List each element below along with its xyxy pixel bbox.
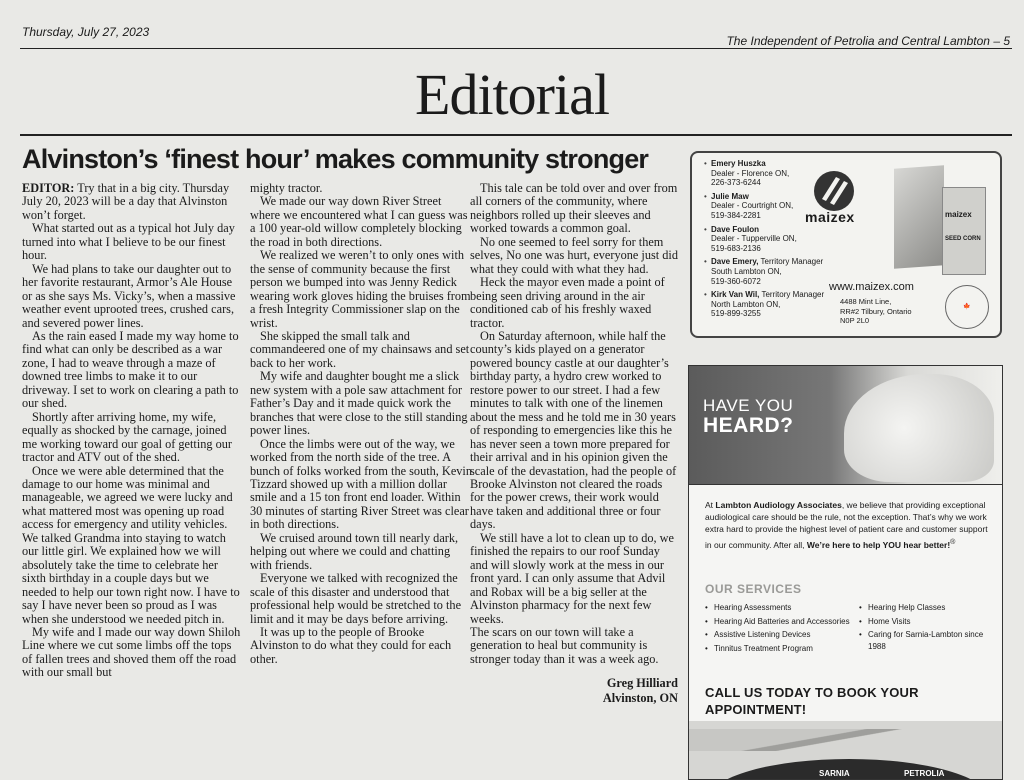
- map-stripe: [689, 729, 1002, 751]
- maizex-url: www.maizex.com: [829, 281, 914, 293]
- contact-phone: 226-373-6244: [711, 178, 761, 188]
- service-item: • Hearing Assessments: [705, 602, 850, 613]
- article-paragraph: [22, 182, 242, 222]
- article-paragraph: My wife and daughter bought me a slick new system with a pole saw attachment for Father’s Day and it made quick work the branches that were close to the still standing power lines.: [250, 369, 468, 438]
- call-to-action: CALL US TODAY TO BOOK YOUR APPOINTMENT!: [705, 685, 919, 717]
- article-paragraph: We made our way down River Street where we encountered what I can guess was a 100 year-old willow completely blocking the road in both directions.: [250, 194, 468, 249]
- ad-tagline: We’re here to help YOU hear better!: [806, 539, 951, 550]
- contact-role: Territory Manager: [758, 257, 824, 267]
- contact-phone: 519-899-3255: [711, 309, 761, 319]
- article-paragraph: On Saturday afternoon, while half the county’s kids played on a generator powered bouncy castle at our daughter’s birthday party, a hydro crew worked to restore power to our street. I had a few minutes to talk with one of the linemen about the mess and he told me in 30 years of responding to emergencies like this he has never seen a town more prepared for their arrival and in his opinion given the scale of the devastation, had the people of Brooke Alvinston not cleared the roads for the power crews, their work would have taken and additional three or four days.: [470, 328, 677, 532]
- ad-divider: [689, 484, 1002, 485]
- map-label-petrolia: PETROLIA: [904, 769, 945, 778]
- intro-text: At: [705, 500, 716, 510]
- services-heading: OUR SERVICES: [705, 582, 802, 596]
- article-paragraph: mighty tractor.: [250, 181, 323, 195]
- contact-name: Kirk Van Wil,: [711, 290, 760, 300]
- article-column-2: [250, 182, 472, 666]
- ad-intro: [705, 499, 990, 551]
- contact-phone: 519-683-2136: [711, 243, 761, 253]
- editor-label: EDITOR:: [22, 181, 75, 195]
- article-paragraph: Heck the mayor even made a point of being seen driving around in the air conditioned cab of his freshly waxed tractor.: [470, 275, 665, 330]
- service-item: • Hearing Help Classes: [859, 602, 994, 613]
- maizex-ad: [690, 151, 1002, 338]
- contact-name: Dave Foulon: [711, 224, 760, 234]
- header-rule: [20, 48, 1012, 49]
- service-item: • Tinnitus Treatment Program: [705, 643, 850, 654]
- trademark-mark: ®: [950, 537, 956, 546]
- article-paragraph: No one seemed to feel sorry for them selves, No one was hurt, everyone just did what they could with what they had.: [470, 234, 678, 276]
- article-paragraph: As the rain eased I made my way home to find what can only be described as a war zone, I had to weave through a maze of downed tree limbs to make it to our driveway. I set to work on clearing a path to our shed.: [22, 328, 239, 411]
- page-header: [22, 22, 1010, 48]
- article-paragraph: We had plans to take our daughter out to her favorite restaurant, Armor’s Ale House or as she says Ms. Vicky’s, when a massive weather event uprooted trees, crushed cars, and severed power lines.: [22, 261, 236, 330]
- signature: [470, 676, 678, 706]
- address-line: RR#2 Tilbury, Ontario: [840, 306, 912, 316]
- bag-text: SEED CORN: [945, 236, 981, 242]
- ad-heard: HEARD?: [703, 414, 794, 437]
- contact-line: South Lambton ON,: [711, 266, 782, 276]
- contact-line: Dealer - Courtright ON,: [711, 201, 794, 211]
- seed-bag-image: [942, 187, 986, 275]
- ad-have-you: HAVE YOU: [703, 396, 794, 415]
- article-paragraph: Everyone we talked with recognized the scale of this disaster and understood that professional help would be stretched to the limit and it may be days before arriving.: [250, 571, 462, 626]
- intro-text: , we believe that providing exceptional audiological care should be the rule, not the exception. That’s why we work extra hard to provide the highest level of patient care and customer support in our community. After all,: [705, 500, 988, 550]
- article-column-1: [22, 182, 242, 680]
- article-paragraph: Shortly after arriving home, my wife, equally as shocked by the carnage, joined me working toward our goal of getting our tractor and ATV out of the shed.: [22, 409, 233, 465]
- signature-place: Alvinston, ON: [602, 691, 678, 706]
- contact-phone: 519-384-2281: [711, 210, 761, 220]
- article-paragraph: We realized we weren’t to only ones with the sense of community because the first person we bumped into was Jenny Redick wearing work gloves hiding the bruises from a fresh Integrity Commissioner slap on the wrist.: [250, 248, 471, 330]
- contact-line: Dealer - Tupperville ON,: [711, 234, 797, 244]
- signature-name: Greg Hilliard: [606, 676, 678, 691]
- contact-role: Territory Manager: [759, 290, 825, 300]
- article-paragraph: The scars on our town will take a generation to heal but community is stronger today than it was a week ago.: [470, 624, 659, 666]
- contact-line: North Lambton ON,: [711, 299, 781, 309]
- article-paragraph: My wife and I made our way down Shiloh Line where we cut some limbs off the tops of fallen trees and shoved them off the road with our small but: [22, 624, 241, 680]
- article-paragraph: This tale can be told over and over from all corners of the community, where neighbors rolled up their sleeves and worked towards a common goal.: [470, 181, 678, 236]
- issue-date: Thursday, July 27, 2023: [22, 25, 150, 39]
- contact-line: Dealer - Florence ON,: [711, 168, 790, 178]
- seed-bag-image: [894, 165, 944, 268]
- article-paragraph: We cruised around town till nearly dark, helping out where we could and chatting with friends.: [250, 530, 459, 572]
- contact-entry: [704, 290, 854, 319]
- maizex-address: [840, 297, 912, 326]
- contact-name: Julie Maw: [711, 191, 749, 201]
- service-item: • Assistive Listening Devices: [705, 629, 850, 640]
- hand-ear-image: [844, 374, 994, 482]
- address-line: 4488 Mint Line,: [840, 297, 892, 306]
- paper-name-page: The Independent of Petrolia and Central Lambton – 5: [726, 34, 1010, 48]
- services-list-right: [859, 602, 994, 654]
- article-paragraph: Once we were able determined that the damage to our home was minimal and manageable, we agreed we were lucky and what mattered most was opening up road access for emergency and utility vehicles. We talked Grandma into staying to watch our little girl. We explained how we will absolutely take the time to celebrate her sixth birthday in a couple days but we needed to help our town right now. I have to say I have never been so proud as I was when she understood we needed pitch in.: [22, 463, 240, 626]
- article-column-3: [470, 182, 678, 706]
- contact-name: Dave Emery,: [711, 257, 759, 267]
- contact-phone: 519-360-6072: [711, 276, 761, 286]
- maizex-seal-icon: 🍁: [945, 285, 989, 329]
- maizex-logo-icon: [804, 167, 884, 247]
- paragraph-text: Try that in a big city. Thursday July 20, 2023 will be a day that Alvinston won’t forget.: [22, 181, 230, 222]
- section-title: Editorial: [415, 62, 609, 127]
- ad-banner: [689, 366, 1002, 484]
- maizex-brand: maizex: [805, 209, 855, 225]
- map-label-sarnia: SARNIA: [819, 769, 850, 778]
- services-list-left: [705, 602, 850, 657]
- article-paragraph: We still have a lot to clean up to do, we finished the repairs to our roof Sunday and will slowly work at the mess in our front yard. I can only assume that Advil and Robax will be a big seller at the Alvinston pharmacy for the next few weeks.: [470, 530, 674, 626]
- contact-name: Emery Huszka: [711, 159, 766, 168]
- article-paragraph: Once the limbs were out of the way, we worked from the north side of the tree. A bunch of folks worked from the south, Kevin Tizzard showed up with a million dollar smile and a 15 ton front end loader. Within 30 minutes of starting River Street was clear in both directions.: [250, 436, 472, 532]
- section-rule: [20, 134, 1012, 136]
- bag-brand: maizex: [945, 210, 972, 219]
- article-paragraph: It was up to the people of Brooke Alvinston to do what they could for each other.: [250, 624, 452, 666]
- service-item: • Home Visits: [859, 616, 994, 627]
- service-item: • Hearing Aid Batteries and Accessories: [705, 616, 850, 627]
- article-paragraph: She skipped the small talk and commandeered one of my chainsaws and set back to her work.: [250, 328, 470, 370]
- audiology-ad: [688, 365, 1003, 780]
- article-headline: Alvinston’s ‘finest hour’ makes community stronger: [22, 144, 649, 174]
- company-name: Lambton Audiology Associates: [715, 500, 842, 510]
- address-line: N0P 2L0: [840, 316, 870, 325]
- service-item: • Caring for Sarnia-Lambton since 1988: [859, 629, 994, 651]
- article-paragraph: What started out as a typical hot July day turned into what I believe to be our finest hour.: [22, 221, 235, 263]
- ad-map-graphic: [689, 721, 1002, 780]
